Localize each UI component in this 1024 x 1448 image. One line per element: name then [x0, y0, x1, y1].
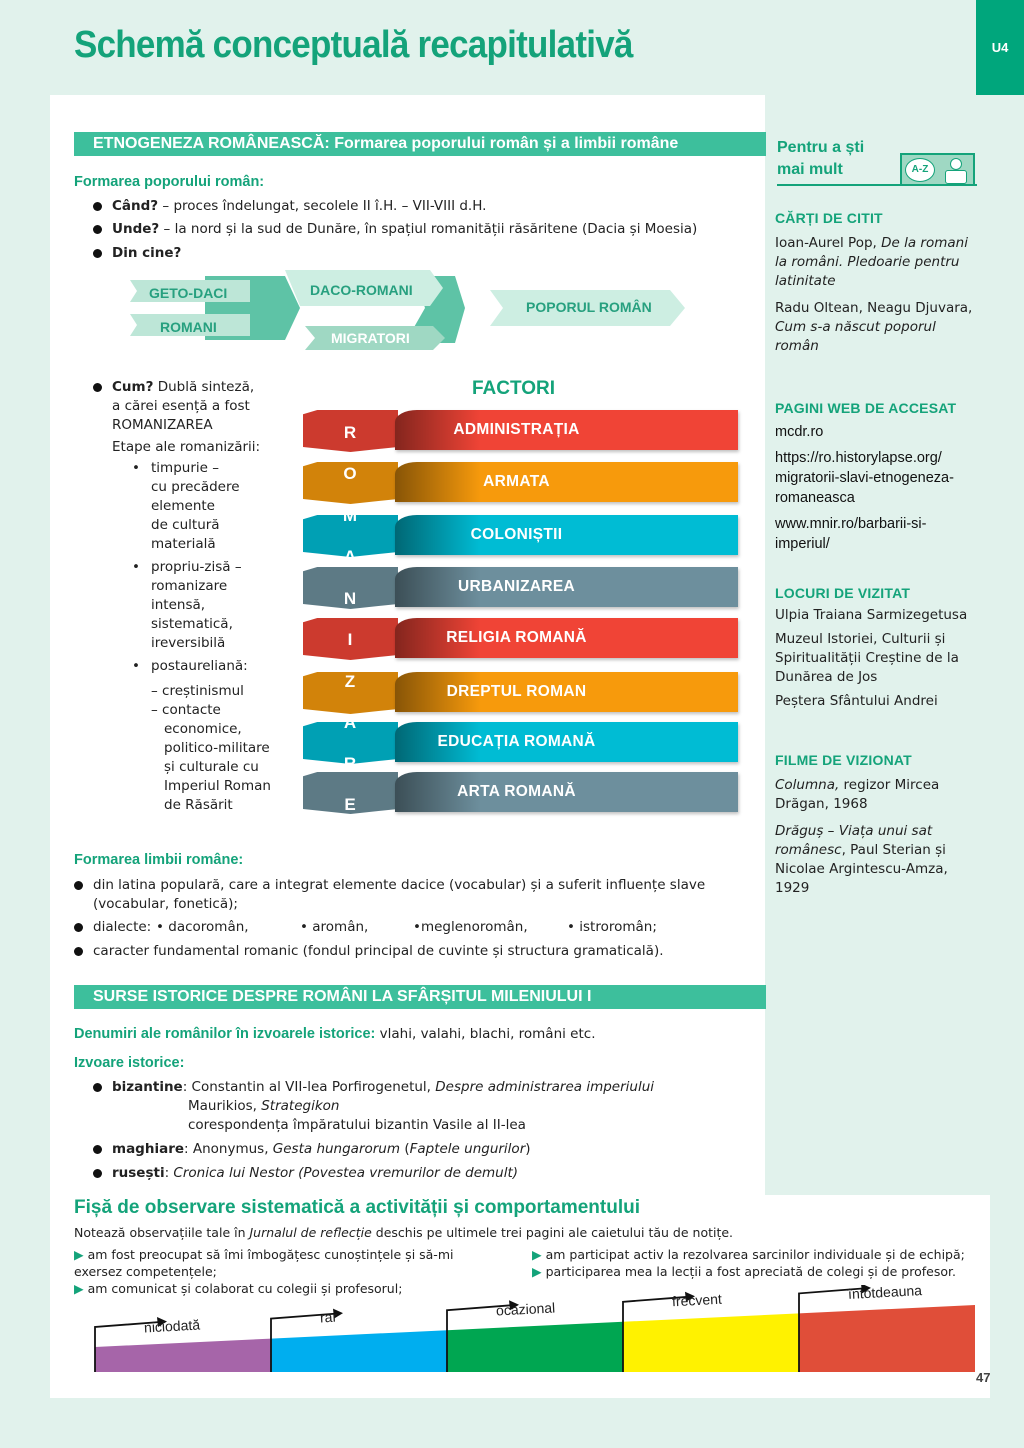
scale-label: ocazional: [495, 1299, 556, 1319]
scale-label: rar: [319, 1308, 338, 1326]
romanization-letter: A: [343, 547, 357, 566]
names-text: vlahi, valahi, blachi, români etc.: [375, 1026, 596, 1042]
factor-bar: [395, 672, 738, 712]
bullet-dot: [93, 225, 102, 234]
people-formation-heading: Formarea poporului român:: [74, 174, 265, 190]
scale-segment: [271, 1330, 447, 1372]
romanization-letter: A: [343, 713, 357, 732]
scale-segment: [623, 1313, 799, 1372]
web-link-historylapse[interactable]: https://ro.historylapse.org/ migratorii-slavi-etnogeneza- romaneasca: [775, 450, 954, 506]
factor-label: RELIGIA ROMANĂ: [446, 629, 587, 646]
scale-label: frecvent: [671, 1291, 723, 1310]
scale-label: întotdeauna: [847, 1282, 923, 1302]
source-russian: rusești: Cronica lui Nestor (Povestea vremurilor de demult): [112, 1164, 518, 1183]
unit-tab: U4: [976, 0, 1024, 95]
books-heading: CĂRȚI DE CITIT: [775, 210, 883, 226]
bullet-dot: [93, 1169, 102, 1178]
films-section: [775, 752, 990, 898]
factor-label: DREPTUL ROMAN: [446, 683, 587, 700]
bullet-dot: [74, 947, 83, 956]
factor-label: EDUCAȚIA ROMANĂ: [437, 733, 596, 750]
how-label: Cum?: [112, 379, 154, 395]
scale-segment: [95, 1339, 271, 1372]
book-item: Ioan-Aurel Pop, De la romani la români. Pledoarie pentru latinitate: [775, 235, 968, 289]
romanization-letter: Z: [344, 672, 356, 691]
stage-early: • timpurie – cu precădere elemente de cultură materială: [132, 460, 240, 552]
dialect-item: • istroromân;: [567, 919, 657, 935]
places-heading: LOCURI DE VIZITAT: [775, 585, 911, 601]
bullet-text: – proces îndelungat, secolele II î.H. – VII-VIII d.H.: [158, 198, 487, 214]
observation-items-left: ▶ am fost preocupat să îmi îmbogățesc cunoștințele și să-mi exersez competențele; ▶ am comunicat și colaborat cu colegii și profesorul;: [74, 1247, 454, 1296]
romanization-letter: N: [343, 589, 357, 608]
observation-frequency-scale: [80, 1285, 980, 1380]
bullet-dot: [93, 1145, 102, 1154]
dialect-item: • aromân,: [300, 919, 369, 935]
flow-label-poporul-roman: POPORUL ROMÂN: [526, 299, 652, 315]
bullet-label: Când?: [112, 198, 159, 214]
web-heading: PAGINI WEB DE ACCESAT: [775, 400, 957, 416]
film-item: Drăguș – Viața unui sat românesc, Paul Sterian și Nicolae Argintescu-Amza, 1929: [775, 823, 948, 896]
factor-bar: [395, 515, 738, 555]
a-z-badge-icon: [900, 153, 975, 186]
source-byzantine: bizantine: Constantin al VII-lea Porfirogenetul, Despre administrarea imperiului Maurikios, Strategikon corespondența împăratului bizantin Vasile al II-lea: [112, 1078, 654, 1135]
dialect-item: •meglenoromân,: [413, 919, 528, 935]
factor-bar: [395, 772, 738, 812]
sources-heading: Izvoare istorice:: [74, 1055, 185, 1071]
books-section: [775, 210, 990, 356]
person-body-icon: [945, 170, 967, 184]
factor-label: ADMINISTRAȚIA: [453, 421, 580, 438]
sidebar-learn-more: [765, 125, 990, 896]
romanization-letter: R: [343, 423, 357, 442]
romanization-letter: O: [343, 464, 357, 483]
observation-title: Fișă de observare sistematică a activității și comportamentului: [74, 1197, 640, 1218]
triangle-bullet-icon: ▶: [532, 1247, 542, 1262]
dialects-label: dialecte:: [93, 919, 152, 935]
bullet-who: [112, 244, 181, 263]
section-title-ethnogenesis: ETNOGENEZA ROMÂNEASCĂ: Formarea poporului român și a limbii române: [74, 132, 766, 156]
language-bullet-dialects: [93, 918, 693, 937]
bullet-label: Din cine?: [112, 245, 182, 261]
flow-label-geto-daci: GETO-DACI: [149, 285, 228, 301]
observation-items-right: ▶ am participat activ la rezolvarea sarcinilor individuale și de echipă; ▶ participarea mea la lecții a fost apreciată de colegi și de profesor.: [532, 1247, 965, 1279]
romanization-letter: E: [344, 795, 356, 814]
factor-bar: [395, 618, 738, 658]
places-section: [775, 585, 990, 711]
page-number: 47: [976, 1370, 991, 1385]
how-text-line: Dublă sinteză,: [153, 379, 255, 395]
flow-label-romani: ROMANI: [160, 319, 217, 335]
factor-label: COLONIȘTII: [470, 526, 563, 543]
language-bullet-origin: din latina populară, care a integrat elemente dacice (vocabular) și a suferit influențe slave (vocabular, fonetică);: [93, 876, 705, 914]
bullet-where: [112, 220, 697, 239]
factor-bar: [395, 462, 738, 502]
factor-bar: [395, 722, 738, 762]
bullet-dot: [93, 249, 102, 258]
bullet-dot: [93, 1083, 102, 1092]
page-title: Schemă conceptuală recapitulativă: [74, 24, 633, 66]
factor-label: ARMATA: [483, 473, 550, 490]
factors-title: FACTORI: [472, 378, 556, 399]
book-item: Radu Oltean, Neagu Djuvara, Cum s-a născut poporul român: [775, 300, 973, 354]
bullet-label: Unde?: [112, 221, 160, 237]
sidebar-header: [765, 125, 990, 187]
romanization-letter: I: [347, 630, 353, 649]
sidebar-title: Pentru a ști mai mult: [777, 139, 865, 178]
factor-label: URBANIZAREA: [458, 578, 575, 595]
web-section: [775, 400, 990, 554]
language-formation-heading: Formarea limbii române:: [74, 852, 244, 868]
films-heading: FILME DE VIZIONAT: [775, 752, 912, 768]
romanization-letter: R: [343, 754, 357, 773]
how-text-line: a cărei esență a fost: [112, 398, 250, 414]
names-label: Denumiri ale românilor în izvoarele istorice:: [74, 1026, 376, 1042]
bullet-dot: [93, 202, 102, 211]
stage-post-aurelian: • postaureliană:: [132, 658, 248, 674]
names-line: [74, 1025, 596, 1044]
web-link-mnir[interactable]: www.mnir.ro/barbarii-si- imperiul/: [775, 516, 927, 552]
stages-title: Etape ale romanizării:: [112, 439, 261, 455]
source-hungarian: maghiare: Anonymus, Gesta hungarorum (Faptele ungurilor): [112, 1140, 531, 1159]
speech-bubble-icon: A-Z: [905, 158, 935, 182]
scale-segment: [799, 1305, 975, 1372]
place-item: Ulpia Traiana Sarmizegetusa: [775, 607, 968, 623]
how-block: [112, 378, 260, 457]
dialect-item: • dacoromân,: [156, 919, 249, 935]
romanization-letter: M: [342, 506, 358, 525]
bullet-text: – la nord și la sud de Dunăre, în spațiul romanității răsăritene (Dacia și Moesia): [159, 221, 698, 237]
triangle-bullet-icon: ▶: [74, 1281, 84, 1296]
film-item: Columna, regizor Mircea Drăgan, 1968: [775, 777, 940, 812]
factor-bar: [395, 410, 738, 450]
observation-intro: Notează observațiile tale în Jurnalul de reflecție deschis pe ultimele trei pagini ale caietului tău de notițe.: [74, 1225, 734, 1240]
bullet-dot: [74, 881, 83, 890]
place-item: Peștera Sfântului Andrei: [775, 693, 938, 709]
web-link-mcdr[interactable]: mcdr.ro: [775, 424, 824, 440]
bullet-when: [112, 197, 486, 216]
scale-segment: [447, 1322, 623, 1372]
person-head-icon: [950, 158, 962, 170]
scale-label: niciodată: [143, 1316, 201, 1336]
language-bullet-character: caracter fundamental romanic (fondul principal de cuvinte și structura gramaticală).: [93, 942, 664, 961]
factor-bar: [395, 567, 738, 607]
triangle-bullet-icon: ▶: [74, 1247, 84, 1262]
triangle-bullet-icon: ▶: [532, 1264, 542, 1279]
flow-label-daco-romani: DACO-ROMANI: [310, 282, 413, 298]
bullet-dot: [74, 923, 83, 932]
how-text-line: ROMANIZAREA: [112, 417, 213, 433]
place-item: Muzeul Istoriei, Culturii și Spiritualității Creștine de la Dunărea de Jos: [775, 631, 959, 685]
post-aurelian-items: – creștinismul – contacte economice, politico-militare și culturale cu Imperiul Roman de Răsărit: [151, 683, 271, 813]
flow-label-migratori: MIGRATORI: [331, 330, 410, 346]
bullet-dot: [93, 383, 102, 392]
section-title-historical-sources: SURSE ISTORICE DESPRE ROMÂNI LA SFÂRȘITUL MILENIULUI I: [74, 985, 766, 1009]
factor-label: ARTA ROMANĂ: [457, 783, 576, 800]
stage-proper: • propriu-zisă – romanizare intensă, sistematică, ireversibilă: [132, 559, 242, 651]
